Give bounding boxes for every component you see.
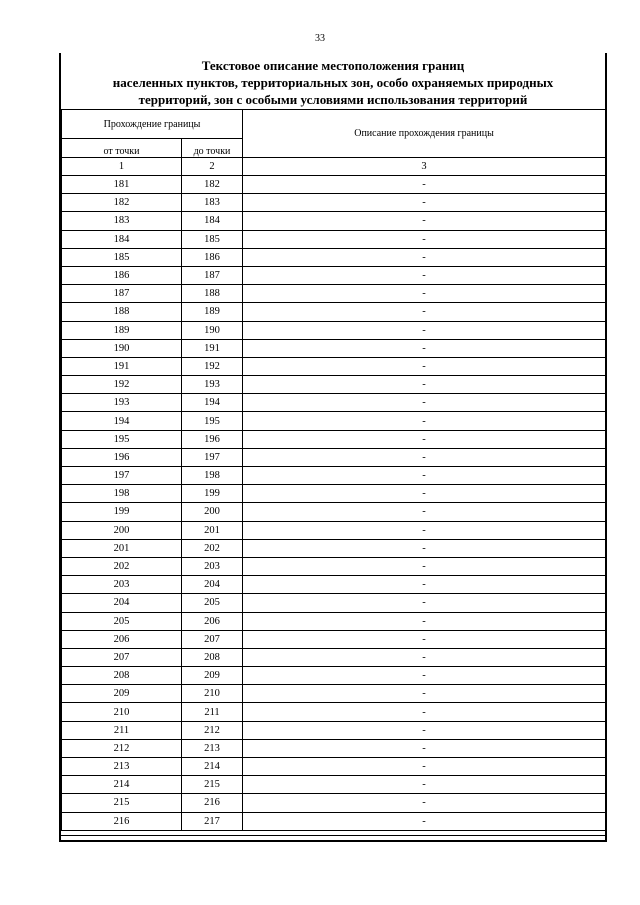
cell-description: - — [243, 630, 606, 648]
cell-from-point: 207 — [62, 648, 182, 666]
cell-from-point: 190 — [62, 339, 182, 357]
table-row — [62, 412, 606, 430]
cell-to-point: 191 — [182, 339, 243, 357]
cell-description: - — [243, 648, 606, 666]
cell-from-point: 212 — [62, 739, 182, 757]
table-row — [62, 321, 606, 339]
cell-from-point: 196 — [62, 448, 182, 466]
cell-description: - — [243, 285, 606, 303]
cell-to-point: 201 — [182, 521, 243, 539]
table-row — [62, 521, 606, 539]
cell-to-point: 208 — [182, 648, 243, 666]
cell-description: - — [243, 812, 606, 830]
cell-to-point: 200 — [182, 503, 243, 521]
cell-description: - — [243, 303, 606, 321]
cell-description: - — [243, 230, 606, 248]
document-title — [61, 57, 605, 108]
table-row — [62, 503, 606, 521]
title-line: населенных пунктов, территориальных зон, особо охраняемых природных — [112, 75, 554, 90]
cell-description: - — [243, 739, 606, 757]
cell-to-point: 186 — [182, 248, 243, 266]
cell-description: - — [243, 685, 606, 703]
cell-from-point: 213 — [62, 758, 182, 776]
header-col-number: 3 — [243, 158, 606, 176]
cell-from-point: 214 — [62, 776, 182, 794]
cell-description: - — [243, 248, 606, 266]
table-row — [62, 776, 606, 794]
table-row — [62, 630, 606, 648]
cell-to-point: 196 — [182, 430, 243, 448]
table-row — [62, 194, 606, 212]
cell-description: - — [243, 521, 606, 539]
cell-description: - — [243, 539, 606, 557]
cell-description: - — [243, 176, 606, 194]
cell-description: - — [243, 721, 606, 739]
cell-to-point: 188 — [182, 285, 243, 303]
cell-description: - — [243, 212, 606, 230]
table-row — [62, 248, 606, 266]
cell-description: - — [243, 557, 606, 575]
cell-description: - — [243, 594, 606, 612]
table-row — [62, 448, 606, 466]
cell-from-point: 209 — [62, 685, 182, 703]
table-row — [62, 357, 606, 375]
document-frame — [59, 53, 607, 842]
cell-from-point: 203 — [62, 576, 182, 594]
cell-to-point: 209 — [182, 667, 243, 685]
frame-bottom-rule — [61, 835, 605, 836]
cell-from-point: 205 — [62, 612, 182, 630]
cell-to-point: 217 — [182, 812, 243, 830]
cell-to-point: 215 — [182, 776, 243, 794]
cell-description: - — [243, 394, 606, 412]
title-line: территорий, зон с особыми условиями использования территорий — [138, 92, 528, 107]
table-row — [62, 557, 606, 575]
cell-from-point: 189 — [62, 321, 182, 339]
cell-from-point: 208 — [62, 667, 182, 685]
cell-description: - — [243, 448, 606, 466]
table-body — [62, 176, 606, 831]
cell-to-point: 183 — [182, 194, 243, 212]
cell-description: - — [243, 667, 606, 685]
table-row — [62, 230, 606, 248]
cell-from-point: 200 — [62, 521, 182, 539]
cell-to-point: 192 — [182, 357, 243, 375]
cell-to-point: 213 — [182, 739, 243, 757]
table-row — [62, 485, 606, 503]
boundary-table — [61, 109, 606, 831]
table-row — [62, 794, 606, 812]
header-col-number: 2 — [182, 158, 243, 176]
page-number: 33 — [315, 33, 325, 44]
cell-from-point: 186 — [62, 266, 182, 284]
cell-to-point: 212 — [182, 721, 243, 739]
cell-from-point: 202 — [62, 557, 182, 575]
table-row — [62, 667, 606, 685]
cell-from-point: 206 — [62, 630, 182, 648]
table-row — [62, 721, 606, 739]
cell-to-point: 214 — [182, 758, 243, 776]
cell-description: - — [243, 503, 606, 521]
header-col-number: 1 — [62, 158, 182, 176]
cell-from-point: 193 — [62, 394, 182, 412]
table-row — [62, 812, 606, 830]
cell-to-point: 197 — [182, 448, 243, 466]
cell-from-point: 188 — [62, 303, 182, 321]
table-row — [62, 266, 606, 284]
cell-to-point: 189 — [182, 303, 243, 321]
cell-from-point: 187 — [62, 285, 182, 303]
cell-description: - — [243, 430, 606, 448]
cell-from-point: 181 — [62, 176, 182, 194]
table-row — [62, 576, 606, 594]
cell-from-point: 194 — [62, 412, 182, 430]
cell-from-point: 199 — [62, 503, 182, 521]
table-row — [62, 467, 606, 485]
title-line: Текстовое описание местоположения границ — [201, 58, 465, 73]
header-boundary-group: Прохождение границы — [62, 110, 243, 139]
cell-description: - — [243, 485, 606, 503]
cell-from-point: 210 — [62, 703, 182, 721]
table-row — [62, 612, 606, 630]
cell-to-point: 205 — [182, 594, 243, 612]
table-row — [62, 594, 606, 612]
cell-from-point: 197 — [62, 467, 182, 485]
cell-to-point: 210 — [182, 685, 243, 703]
cell-description: - — [243, 321, 606, 339]
cell-to-point: 207 — [182, 630, 243, 648]
cell-from-point: 201 — [62, 539, 182, 557]
cell-description: - — [243, 266, 606, 284]
cell-description: - — [243, 194, 606, 212]
cell-to-point: 204 — [182, 576, 243, 594]
cell-to-point: 216 — [182, 794, 243, 812]
cell-to-point: 199 — [182, 485, 243, 503]
table-row — [62, 539, 606, 557]
table-row — [62, 758, 606, 776]
cell-description: - — [243, 794, 606, 812]
cell-description: - — [243, 412, 606, 430]
cell-to-point: 203 — [182, 557, 243, 575]
cell-to-point: 187 — [182, 266, 243, 284]
cell-to-point: 211 — [182, 703, 243, 721]
cell-from-point: 195 — [62, 430, 182, 448]
cell-description: - — [243, 376, 606, 394]
table-row — [62, 703, 606, 721]
cell-to-point: 194 — [182, 394, 243, 412]
table-row — [62, 430, 606, 448]
cell-to-point: 182 — [182, 176, 243, 194]
cell-from-point: 216 — [62, 812, 182, 830]
cell-description: - — [243, 703, 606, 721]
cell-to-point: 184 — [182, 212, 243, 230]
table-row — [62, 212, 606, 230]
cell-from-point: 204 — [62, 594, 182, 612]
header-description: Описание прохождения границы — [243, 110, 606, 158]
cell-description: - — [243, 612, 606, 630]
cell-from-point: 184 — [62, 230, 182, 248]
cell-from-point: 192 — [62, 376, 182, 394]
table-row — [62, 648, 606, 666]
cell-from-point: 198 — [62, 485, 182, 503]
header-to-point: до точки — [182, 139, 243, 158]
cell-description: - — [243, 339, 606, 357]
table-row — [62, 303, 606, 321]
table-row — [62, 285, 606, 303]
cell-from-point: 215 — [62, 794, 182, 812]
cell-to-point: 206 — [182, 612, 243, 630]
header-from-point: от точки — [62, 139, 182, 158]
cell-from-point: 185 — [62, 248, 182, 266]
cell-to-point: 198 — [182, 467, 243, 485]
table-row — [62, 394, 606, 412]
cell-description: - — [243, 467, 606, 485]
cell-from-point: 191 — [62, 357, 182, 375]
table-row — [62, 376, 606, 394]
cell-to-point: 193 — [182, 376, 243, 394]
cell-to-point: 190 — [182, 321, 243, 339]
cell-description: - — [243, 758, 606, 776]
cell-description: - — [243, 576, 606, 594]
table-row — [62, 176, 606, 194]
table-row — [62, 739, 606, 757]
cell-description: - — [243, 776, 606, 794]
cell-description: - — [243, 357, 606, 375]
table-row — [62, 339, 606, 357]
table-row — [62, 685, 606, 703]
cell-from-point: 211 — [62, 721, 182, 739]
cell-from-point: 182 — [62, 194, 182, 212]
cell-to-point: 185 — [182, 230, 243, 248]
cell-to-point: 202 — [182, 539, 243, 557]
cell-to-point: 195 — [182, 412, 243, 430]
cell-from-point: 183 — [62, 212, 182, 230]
